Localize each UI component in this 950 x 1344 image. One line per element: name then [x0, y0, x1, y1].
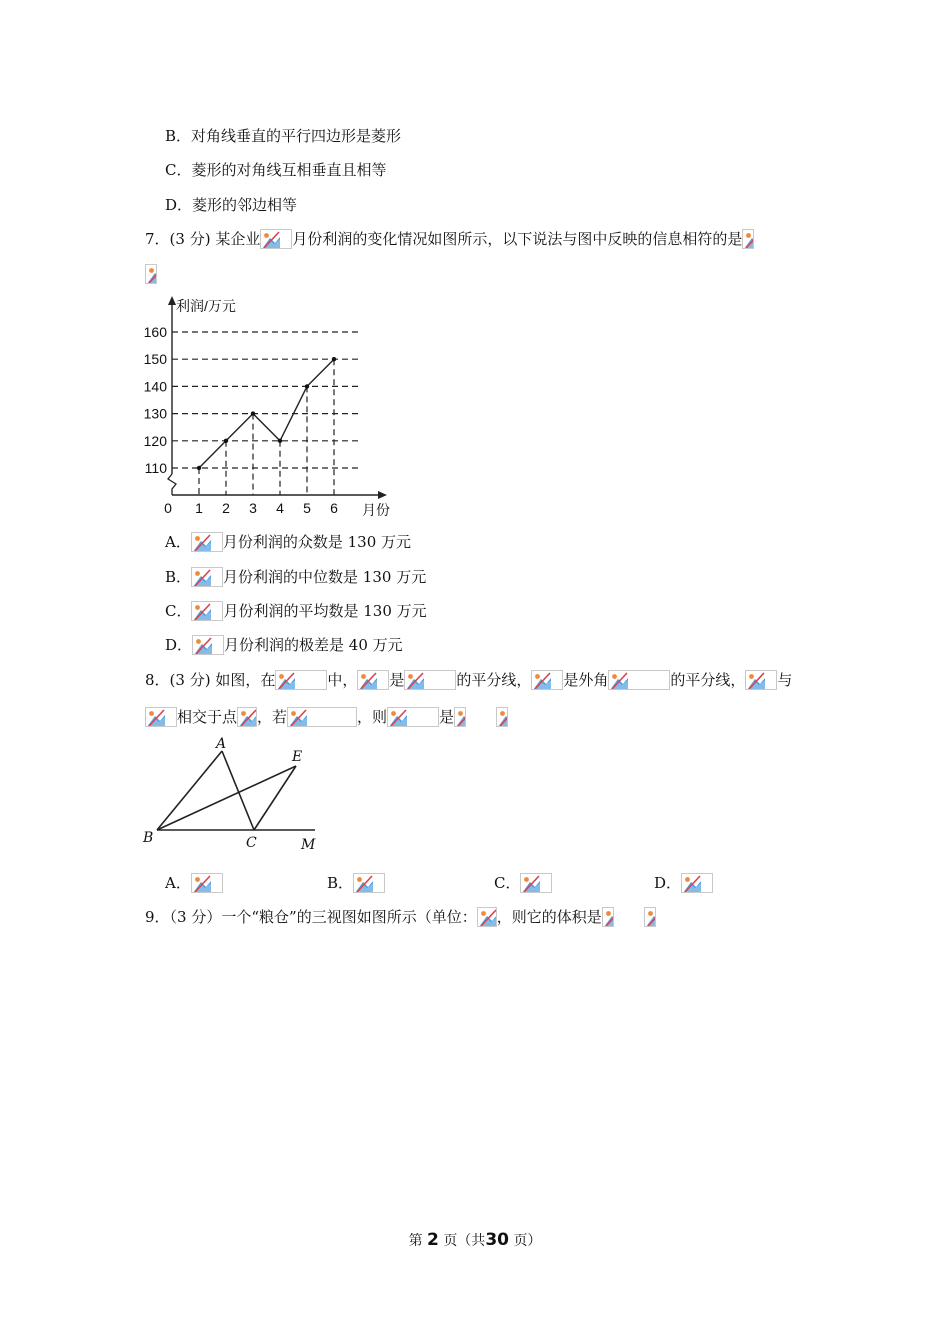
image-placeholder-icon	[477, 907, 497, 927]
segment-ba	[157, 751, 222, 830]
q7-option-b-label: B．	[165, 568, 192, 586]
image-placeholder-icon	[608, 670, 670, 690]
y-axis-title: 利润/万元	[176, 298, 236, 314]
q8-text-1: 8．(3 分) 如图，在	[145, 671, 276, 689]
data-point-month-2	[224, 439, 228, 443]
image-placeholder-icon	[260, 229, 292, 249]
q7-option-d-text: 月份利润的极差是 40 万元	[224, 636, 403, 654]
image-placeholder-icon	[353, 873, 385, 893]
q8-text-3: 是	[389, 671, 405, 689]
y-axis-arrow	[168, 296, 176, 305]
q8-text-2: 中，	[327, 671, 358, 689]
data-point-month-1	[197, 466, 201, 470]
image-placeholder-icon	[454, 707, 466, 727]
q7-option-a-text: 月份利润的众数是 130 万元	[222, 533, 412, 551]
image-placeholder-icon	[357, 670, 389, 690]
footer-mid: 页（共	[443, 1233, 486, 1249]
q8-option-c	[494, 873, 552, 893]
y-tick-label-130: 130	[143, 405, 167, 422]
image-placeholder-icon	[681, 873, 713, 893]
q8-triangle-figure	[140, 735, 330, 855]
x-tick-label-5: 5	[303, 500, 311, 516]
q8-option-b-label: B．	[327, 874, 354, 892]
q6-option-b: B．对角线垂直的平行四边形是菱形	[165, 127, 402, 145]
y-axis-break	[168, 474, 176, 495]
data-point-month-5	[305, 384, 309, 388]
q7-stem-part1: 7．(3 分) 某企业	[145, 230, 261, 248]
q7-option-c-text: 月份利润的平均数是 130 万元	[223, 602, 427, 620]
point-m-label: M	[301, 837, 316, 853]
q6-option-c: C．菱形的对角线互相垂直且相等	[165, 161, 387, 179]
image-placeholder-icon	[287, 707, 357, 727]
q8-option-c-label: C．	[494, 874, 521, 892]
q7-option-b	[165, 567, 426, 587]
q6-option-d: D．菱形的邻边相等	[165, 196, 298, 214]
q7-option-c-label: C．	[165, 602, 192, 620]
image-placeholder-icon	[191, 532, 223, 552]
q8-text-7: 与	[777, 671, 793, 689]
x-tick-label-4: 4	[276, 500, 284, 516]
q7-stem	[145, 229, 754, 249]
q7-option-a-label: A．	[165, 533, 191, 551]
profit-line-chart	[140, 292, 410, 522]
footer-post: 页）	[513, 1233, 542, 1249]
q9-stem	[145, 907, 656, 927]
footer-total-pages: 30	[485, 1230, 509, 1250]
q8-text-6: 的平分线，	[670, 671, 746, 689]
image-placeholder-icon	[520, 873, 552, 893]
q8-text-8: 相交于点	[177, 708, 238, 726]
q8-text-11: 是	[439, 708, 455, 726]
image-placeholder-icon	[192, 635, 224, 655]
page-footer	[0, 1230, 950, 1250]
image-placeholder-icon	[191, 567, 223, 587]
q7-option-b-text: 月份利润的中位数是 130 万元	[223, 568, 427, 586]
point-e-label: E	[292, 749, 303, 765]
x-tick-label-3: 3	[249, 500, 257, 516]
data-point-month-6	[332, 357, 336, 361]
x-tick-label-2: 2	[222, 500, 230, 516]
image-placeholder-icon	[275, 670, 327, 690]
image-placeholder-icon	[742, 229, 754, 249]
data-point-month-3	[251, 411, 255, 415]
image-placeholder-icon	[191, 601, 223, 621]
q8-stem-line1	[145, 670, 792, 690]
q8-text-4: 的平分线，	[456, 671, 532, 689]
point-b-label: B	[143, 830, 154, 846]
segment-ac	[222, 751, 254, 830]
q8-text-10: ，则	[357, 708, 388, 726]
q8-text-9: ，若	[257, 708, 288, 726]
image-placeholder-icon	[404, 670, 456, 690]
y-tick-label-110: 110	[144, 460, 167, 476]
q7-stem-part2: 月份利润的变化情况如图所示，以下说法与图中反映的信息相符的是	[292, 230, 743, 248]
x-axis-title: 月份	[362, 502, 390, 518]
footer-page-number: 2	[427, 1230, 439, 1250]
q7-option-c	[165, 601, 427, 621]
q8-stem-line2	[145, 707, 508, 727]
q7-option-d	[165, 635, 403, 655]
footer-pre: 第	[408, 1233, 423, 1249]
q8-text-5: 是外角	[563, 671, 609, 689]
x-tick-label-1: 1	[195, 500, 203, 516]
image-placeholder-icon	[237, 707, 257, 727]
point-a-label: A	[216, 736, 227, 752]
q8-option-b	[327, 873, 385, 893]
y-tick-label-120: 120	[143, 432, 167, 449]
y-tick-label-150: 150	[143, 351, 167, 368]
image-placeholder-icon	[644, 907, 656, 927]
x-axis-arrow	[378, 491, 387, 499]
image-placeholder-icon	[745, 670, 777, 690]
image-placeholder-icon	[191, 873, 223, 893]
q7-option-a	[165, 532, 411, 552]
q7-stem-cont	[145, 264, 157, 284]
q8-option-a	[165, 873, 223, 893]
q8-option-d-label: D．	[654, 874, 682, 892]
data-point-month-4	[278, 439, 282, 443]
q7-option-d-label: D．	[165, 636, 193, 654]
q9-text-2: ，则它的体积是	[496, 908, 602, 926]
q9-text-1: 9．（3 分）一个“粮仓”的三视图如图所示（单位：	[145, 908, 477, 926]
image-placeholder-icon	[387, 707, 439, 727]
image-placeholder-icon	[602, 907, 614, 927]
image-placeholder-icon	[145, 707, 177, 727]
image-placeholder-icon	[531, 670, 563, 690]
origin-label: 0	[164, 500, 172, 516]
q8-option-d	[654, 873, 713, 893]
y-tick-label-140: 140	[143, 378, 167, 395]
x-tick-label-6: 6	[330, 500, 338, 516]
image-placeholder-icon	[145, 264, 157, 284]
q8-option-a-label: A．	[165, 874, 191, 892]
point-c-label: C	[246, 835, 257, 851]
image-placeholder-icon	[496, 707, 508, 727]
y-tick-label-160: 160	[143, 324, 167, 340]
